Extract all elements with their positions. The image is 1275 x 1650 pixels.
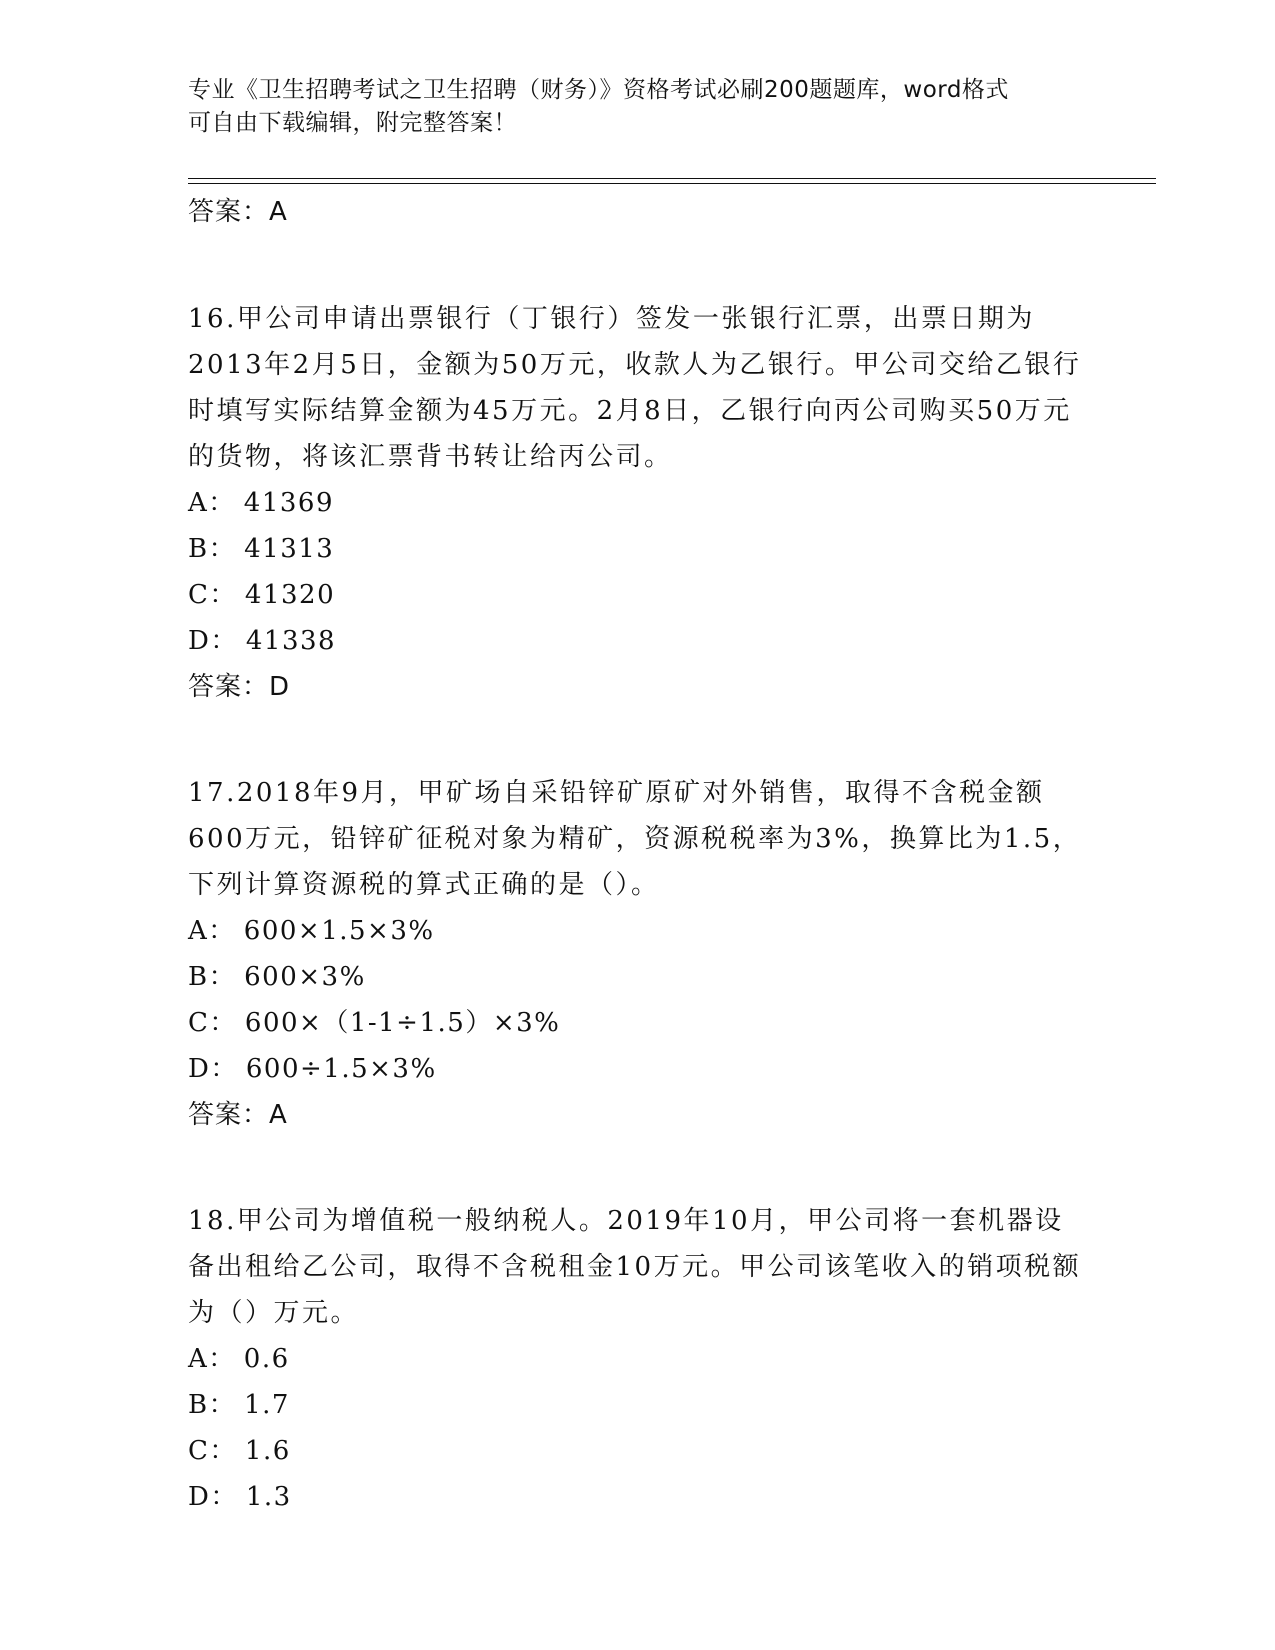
option-label: B： xyxy=(188,534,237,564)
question-18-option-c xyxy=(188,1428,1088,1474)
question-17-option-a xyxy=(188,908,1088,954)
option-label: A： xyxy=(188,1344,236,1374)
spacer xyxy=(188,236,1088,296)
option-value: 41313 xyxy=(244,534,335,564)
question-16 xyxy=(188,296,1088,710)
question-16-text: 16.甲公司申请出票银行（丁银行）签发一张银行汇票，出票日期为2013年2月5日，金额为50万元，收款人为乙银行。甲公司交给乙银行时填写实际结算金额为45万元。2月8日，乙银行向丙公司购买50万元的货物，将该汇票背书转让给丙公司。 xyxy=(188,304,1082,472)
option-value: 600÷1.5×3% xyxy=(245,1054,437,1084)
header-line-2: 可自由下载编辑，附完整答案！ xyxy=(188,110,517,136)
header-line-1: 专业《卫生招聘考试之卫生招聘（财务）》资格考试必刷200题题库，word格式 xyxy=(188,77,1009,103)
question-18-option-b xyxy=(188,1382,1088,1428)
spacer xyxy=(188,710,1088,770)
option-label: A： xyxy=(188,488,236,518)
question-18-option-a xyxy=(188,1336,1088,1382)
option-label: A： xyxy=(188,916,236,946)
option-label: B： xyxy=(188,962,237,992)
option-value: 600×1.5×3% xyxy=(243,916,435,946)
question-18 xyxy=(188,1198,1088,1520)
question-16-option-b xyxy=(188,526,1088,572)
option-value: 1.6 xyxy=(244,1436,291,1466)
option-label: C： xyxy=(188,1008,237,1038)
option-label: D： xyxy=(188,1482,238,1512)
option-value: 41320 xyxy=(244,580,336,610)
option-label: B： xyxy=(188,1390,237,1420)
question-18-text: 18.甲公司为增值税一般纳税人。2019年10月，甲公司将一套机器设备出租给乙公司，取得不含税租金10万元。甲公司该笔收入的销项税额为（）万元。 xyxy=(188,1206,1082,1328)
option-value: 600×（1-1÷1.5）×3% xyxy=(244,1008,561,1038)
document-header xyxy=(188,74,1068,140)
option-value: 1.3 xyxy=(245,1482,292,1512)
header-divider-bottom xyxy=(188,183,1156,184)
option-label: C： xyxy=(188,1436,237,1466)
question-17 xyxy=(188,770,1088,1138)
option-value: 41369 xyxy=(243,488,334,518)
question-17-option-d xyxy=(188,1046,1088,1092)
option-label: D： xyxy=(188,626,238,656)
header-divider-top xyxy=(188,178,1156,179)
question-17-text: 17.2018年9月，甲矿场自采铅锌矿原矿对外销售，取得不含税金额600万元，铅锌矿征税对象为精矿，资源税税率为3%，换算比为1.5，下列计算资源税的算式正确的是（）。 xyxy=(188,778,1082,900)
question-list xyxy=(188,188,1088,1520)
option-value: 0.6 xyxy=(243,1344,290,1374)
question-18-option-d xyxy=(188,1474,1088,1520)
option-value: 41338 xyxy=(245,626,337,656)
option-label: D： xyxy=(188,1054,238,1084)
option-value: 600×3% xyxy=(244,962,366,992)
option-label: C： xyxy=(188,580,237,610)
option-value: 1.7 xyxy=(244,1390,290,1420)
question-16-option-a xyxy=(188,480,1088,526)
question-17-option-b xyxy=(188,954,1088,1000)
question-17-option-c xyxy=(188,1000,1088,1046)
spacer xyxy=(188,1138,1088,1198)
question-17-answer: 答案：A xyxy=(188,1100,288,1130)
question-16-option-c xyxy=(188,572,1088,618)
previous-answer: 答案：A xyxy=(188,197,288,227)
question-16-answer: 答案：D xyxy=(188,672,291,702)
question-16-option-d xyxy=(188,618,1088,664)
